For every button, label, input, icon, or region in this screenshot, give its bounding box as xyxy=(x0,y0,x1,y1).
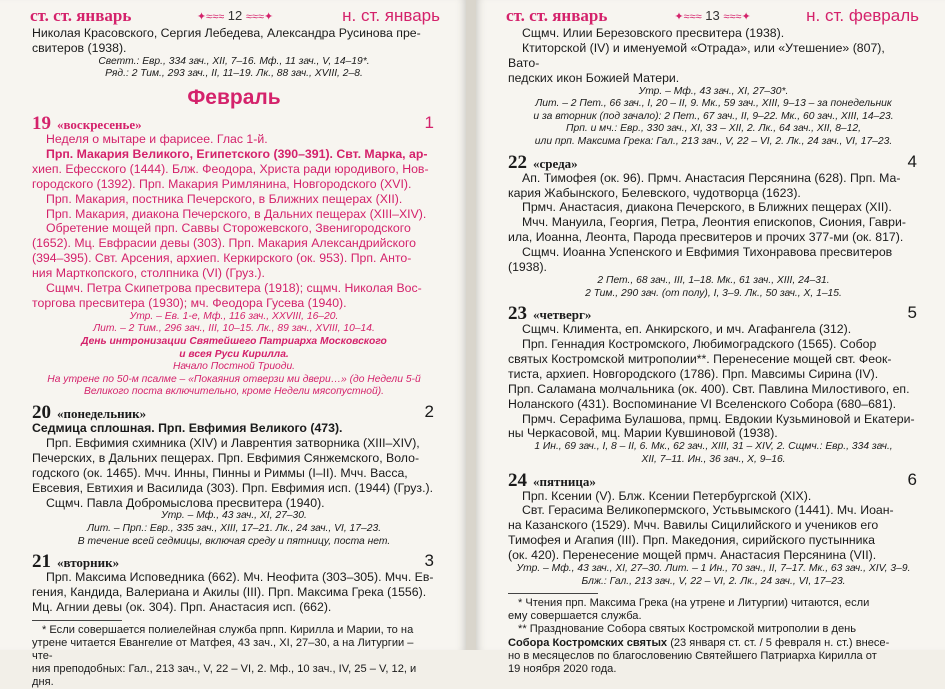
text-line: хиеп. Ефесского (1444). Блж. Феодора, Христа ради юродивого, Нов- xyxy=(32,161,429,176)
readings-line: Утр. – Ев. 1-е, Мф., 116 зач., XXVIII, 16–20. xyxy=(129,310,339,322)
text-line: Сщмч. Иоанна Успенского и Евфимия Тихонравова пресвитеров xyxy=(522,245,893,260)
footnote-line: ** Празднование Собора святых Костромской митрополии в день xyxy=(518,623,857,636)
ornament-icon: ≈≈≈✦ xyxy=(723,11,751,23)
running-header xyxy=(506,6,919,28)
footnote-line: но в месяцеслов по благословению Святейшего Патриарха Кирилла от xyxy=(508,649,877,662)
readings-line: 2 Пет., 68 зач., III, 1–18. Мк., 61 зач., XIII, 24–31. xyxy=(597,274,830,286)
footnote-line: утрене читается Евангелие от Матфея, 43 зач., XI, 27–30, а на Литургии – чте- xyxy=(32,637,414,663)
text-line: Сщмч. Петра Скипетрова пресвитера (1918); сщмч. Николая Вос- xyxy=(46,281,422,296)
text-line: (394–395). Свт. Арсения, архиеп. Керкирского (ок. 953). Прп. Анто- xyxy=(32,251,412,266)
weekday: «пятница» xyxy=(533,473,596,489)
text-line: Седмица сплошная. Прп. Евфимия Великого (473). xyxy=(32,421,343,436)
readings-line: Утр. – Мф., 43 зач., XI, 27–30*. xyxy=(638,85,789,97)
day-number: 19 xyxy=(32,113,51,134)
weekday: «понедельник» xyxy=(57,406,147,422)
text-line: Прп. Максима Исповедника (662). Мч. Неофита (303–305). Мчч. Ев- xyxy=(46,570,434,585)
day-heading xyxy=(32,402,436,424)
text-line: годского (ок. 1465). Мчч. Инны, Пинны и Риммы (I–II). Мчч. Васса, xyxy=(32,465,408,480)
text-line: Обретение мощей прп. Саввы Сторожевского, Звенигородского xyxy=(46,221,411,236)
text-line: Сщмч. Павла Добромыслова пресвитера (1940). xyxy=(46,495,325,510)
readings-line: Лит. – 2 Тим., 296 зач., III, 10–15. Лк., 89 зач., XVIII, 10–14. xyxy=(93,323,375,335)
readings-line: или прп. Максима Грека: Гал., 213 зач., V, 22 – VI, 2. Лк., 24 зач., VI, 17–23. xyxy=(534,136,893,147)
page-number-block xyxy=(674,8,750,23)
footnote-line: * Если совершается полиелейная служба прпп. Кирилла и Марии, то на xyxy=(42,623,414,636)
ornament-icon: ✦≈≈≈ xyxy=(674,11,702,23)
notice-line: Начало Постной Триоди. xyxy=(172,361,296,373)
notice-line: На утрене по 50-м псалме – «Покаяния отверзи ми двери…» (до Недели 5-й xyxy=(47,373,421,385)
day-heading xyxy=(508,470,919,489)
text-line: тиста, архиеп. Новгородского (1786). Прп. Мавсимы Сирина (IV). xyxy=(508,366,879,381)
footnote-separator xyxy=(32,620,122,621)
text-line: Прп. Евфимия схимника (XIV) и Лаврентия затворника (XIII–XIV), xyxy=(46,435,420,450)
readings-line: В течение всей седмицы, включая среду и пятницу, поста нет. xyxy=(77,535,391,547)
text-line: Прп. Макария, диакона Печерского, в Дальних пещерах (XIII–XIV). xyxy=(46,206,427,221)
footnote-line: 19 ноября 2020 года. xyxy=(508,662,617,675)
page-number-block xyxy=(197,8,273,23)
old-style-month: ст. ст. январь xyxy=(506,6,608,25)
day-heading xyxy=(508,303,919,325)
readings-line: 1 Ин., 69 зач., I, 8 – II, 6. Мк., 62 зач., XIII, 31 – XIV, 2. Сщмч.: Евр., 334 зач., xyxy=(534,441,893,453)
text-line: Прп. Ксении (V). Блж. Ксении Петербургской (XIX). xyxy=(522,488,812,503)
text-line: Ноланского (431). Воспоминание VI Вселенского Собора (680–681). xyxy=(508,396,897,411)
new-style-day: 5 xyxy=(907,303,917,323)
new-style-day: 1 xyxy=(424,113,434,132)
text-line: Тимофея и Агапия (III). Прп. Македония, сирийского пустынника xyxy=(508,533,876,548)
text-line: (ок. 420). Перенесение мощей прмч. Анастасия Персянина (VII). xyxy=(508,548,877,563)
text-line: Свт. Герасима Великопермского, Устьвымского (1441). Мч. Иоан- xyxy=(522,503,894,518)
readings-line: Прп. и мч.: Евр., 330 зач., XI, 33 – XII, 2. Лк., 64 зач., XII, 8–12, xyxy=(566,123,861,135)
text-line: педских икон Божией Матери. xyxy=(508,70,680,85)
right-page xyxy=(476,0,945,675)
readings-line: Утр. – Мф., 43 зач., XI, 27–30. Лит. – 1 Ин., 70 зач., II, 7–17. Мк., 63 зач., XIV, 3–9. xyxy=(516,563,911,575)
notice-line: День интронизации Святейшего Патриарха Московского xyxy=(81,336,387,348)
readings-line: Лит. – 2 Пет., 66 зач., I, 20 – II, 9. Мк., 59 зач., XIII, 9–13 – за понедельник xyxy=(535,98,892,110)
text-line: гения, Кандида, Валериана и Акилы (III). Прп. Максима Грека (1556). xyxy=(32,585,427,600)
new-style-month: н. ст. февраль xyxy=(806,6,919,25)
day-number: 21 xyxy=(32,551,51,573)
left-page xyxy=(0,0,466,689)
text-line: Прмч. Анастасия, диакона Печерского, в Ближних пещерах (XII). xyxy=(522,200,892,215)
text-line: ила, Иоанна, Леонта, Парода пресвитеров и прочих 377-ми (ок. 817). xyxy=(508,230,904,245)
text-line: (1652). Мц. Евфрасии девы (303). Прп. Макария Александрийского xyxy=(32,236,417,251)
text-line: Неделя о мытаре и фарисее. Глас 1-й. xyxy=(46,132,268,146)
day-heading xyxy=(32,551,436,573)
weekday: «четверг» xyxy=(533,307,592,323)
footnote-line xyxy=(508,637,919,650)
book-gutter xyxy=(466,0,476,650)
text-line: городского (1392). Прп. Макария Римлянина, Новгородского (XVI). xyxy=(32,176,412,191)
ornament-icon: ✦≈≈≈ xyxy=(196,11,225,23)
month-title: Февраль xyxy=(187,86,281,109)
footnote-text: (23 января ст. ст. / 5 февраля н. ст.) внесе- xyxy=(667,636,890,649)
page-number: 12 xyxy=(227,8,243,23)
text-line: торгова пресвитера (1930); мч. Феодора Гусева (1940). xyxy=(32,295,347,310)
footnote-separator xyxy=(508,593,598,594)
new-style-day: 6 xyxy=(907,469,917,489)
text-line: на Казанского (1529). Мчч. Вавилы Сицилийского и учеников его xyxy=(508,518,879,533)
text-line: Мчч. Мануила, Георгия, Петра, Леонтия епископов, Сиония, Гаври- xyxy=(522,215,906,230)
readings-line: Ряд.: 2 Тим., 293 зач., II, 11–19. Лк., 88 зач., XVIII, 2–8. xyxy=(105,68,363,80)
new-style-month: н. ст. январь xyxy=(342,6,440,25)
text-line: Прп. Геннадия Костромского, Любимоградского (1565). Собор xyxy=(522,337,877,352)
text-line: Сщмч. Климента, еп. Анкирского, и мч. Агафангела (312). xyxy=(522,322,852,337)
new-style-day: 3 xyxy=(424,551,434,571)
text-line: ны Черкасовой, мц. Марии Кувшиновой (1938). xyxy=(508,426,778,441)
footnote-bold: Собора Костромских святых xyxy=(508,636,668,649)
notice-line: Великого поста включительно, кроме Недели мясопустной). xyxy=(83,386,385,398)
text-line: Евсевия, Евтихия и Василида (303). Прп. Евфимия исп. (1944) (Груз.). xyxy=(32,480,433,495)
new-style-day: 2 xyxy=(424,402,434,422)
footnote-line: * Чтения прп. Максима Грека (на утрене и Литургии) читаются, если xyxy=(518,597,870,610)
readings-line: и за вторник (под зачало): 2 Пет., 67 зач., II, 9–22. Мк., 60 зач., XIII, 14–23. xyxy=(533,110,894,122)
running-header xyxy=(30,6,440,28)
footnote-line: ему совершается служба. xyxy=(508,610,642,623)
weekday: «вторник» xyxy=(57,555,120,571)
text-line: Сщмч. Илии Березовского пресвитера (1938). xyxy=(522,26,785,40)
readings-line: Светт.: Евр., 334 зач., XII, 7–16. Мф., 11 зач., V, 14–19*. xyxy=(98,55,370,67)
footnote-line: ния преподобных: Гал., 213 зач., V, 22 – VI, 2. Мф., 10 зач., IV, 25 – V, 12, и дня. xyxy=(32,663,417,689)
text-line: Прп. Макария Великого, Египетского (390–391). Свт. Марка, ар- xyxy=(46,146,428,161)
text-line: свитеров (1938). xyxy=(32,40,127,55)
weekday: «среда» xyxy=(533,155,578,171)
text-line: Прп. Макария, постника Печерского, в Ближних пещерах (XII). xyxy=(46,191,403,206)
text-line: Мц. Агнии девы (ок. 304). Прп. Анастасия исп. (662). xyxy=(32,600,332,615)
readings-line: Утр. – Мф., 43 зач., XI, 27–30. xyxy=(161,510,307,522)
day-heading xyxy=(508,152,919,171)
day-heading xyxy=(32,113,436,132)
readings-line: Блж.: Гал., 213 зач., V, 22 – VI, 2. Лк., 24 зач., VI, 17–23. xyxy=(581,575,846,587)
day-number: 23 xyxy=(508,303,527,325)
text-line: святых Костромской митрополии**. Перенесение мощей свт. Феок- xyxy=(508,351,892,366)
ornament-icon: ≈≈≈✦ xyxy=(245,11,274,23)
text-line: Ктиторской (IV) и именуемой «Отрада», или «Утешение» (807), Ватo- xyxy=(508,40,885,70)
day-number: 24 xyxy=(508,469,527,491)
readings-line: 2 Тим., 290 зач. (от полу), I, 3–9. Лк., 50 зач., X, 1–15. xyxy=(585,287,842,299)
text-line: ния Марткопского, столпника (VI) (Груз.). xyxy=(32,266,265,281)
text-line: Ап. Тимофея (ок. 96). Прмч. Анастасия Персянина (628). Прп. Ма- xyxy=(522,170,901,185)
day-number: 22 xyxy=(508,151,527,173)
new-style-day: 4 xyxy=(907,151,917,171)
old-style-month: ст. ст. январь xyxy=(30,6,132,25)
readings-line: XII, 7–11. Ин., 36 зач., X, 9–16. xyxy=(641,453,786,465)
text-line: Прмч. Серафима Булашова, прмц. Евдокии Кузьминовой и Екатери- xyxy=(522,411,915,426)
text-line: (1938). xyxy=(508,260,547,275)
page-number: 13 xyxy=(705,8,720,23)
day-number: 20 xyxy=(32,402,51,424)
notice-line: и всея Руси Кирилла. xyxy=(179,348,289,360)
text-line: Николая Красовского, Сергия Лебедева, Александра Русинова пре- xyxy=(32,26,421,40)
text-line: Прп. Саламана молчальника (ок. 400). Свт. Павлина Милостивого, еп. xyxy=(508,381,910,396)
text-line: Печерских, в Дальних пещерах. Прп. Евфимия Сянжемского, Воло- xyxy=(32,450,420,465)
readings-line: Лит. – Прп.: Евр., 335 зач., XIII, 17–21. Лк., 24 зач., VI, 17–23. xyxy=(86,523,382,535)
weekday: «воскресенье» xyxy=(57,117,142,132)
text-line: кария Жабынского, Белевского, чудотворца (1623). xyxy=(508,185,801,200)
